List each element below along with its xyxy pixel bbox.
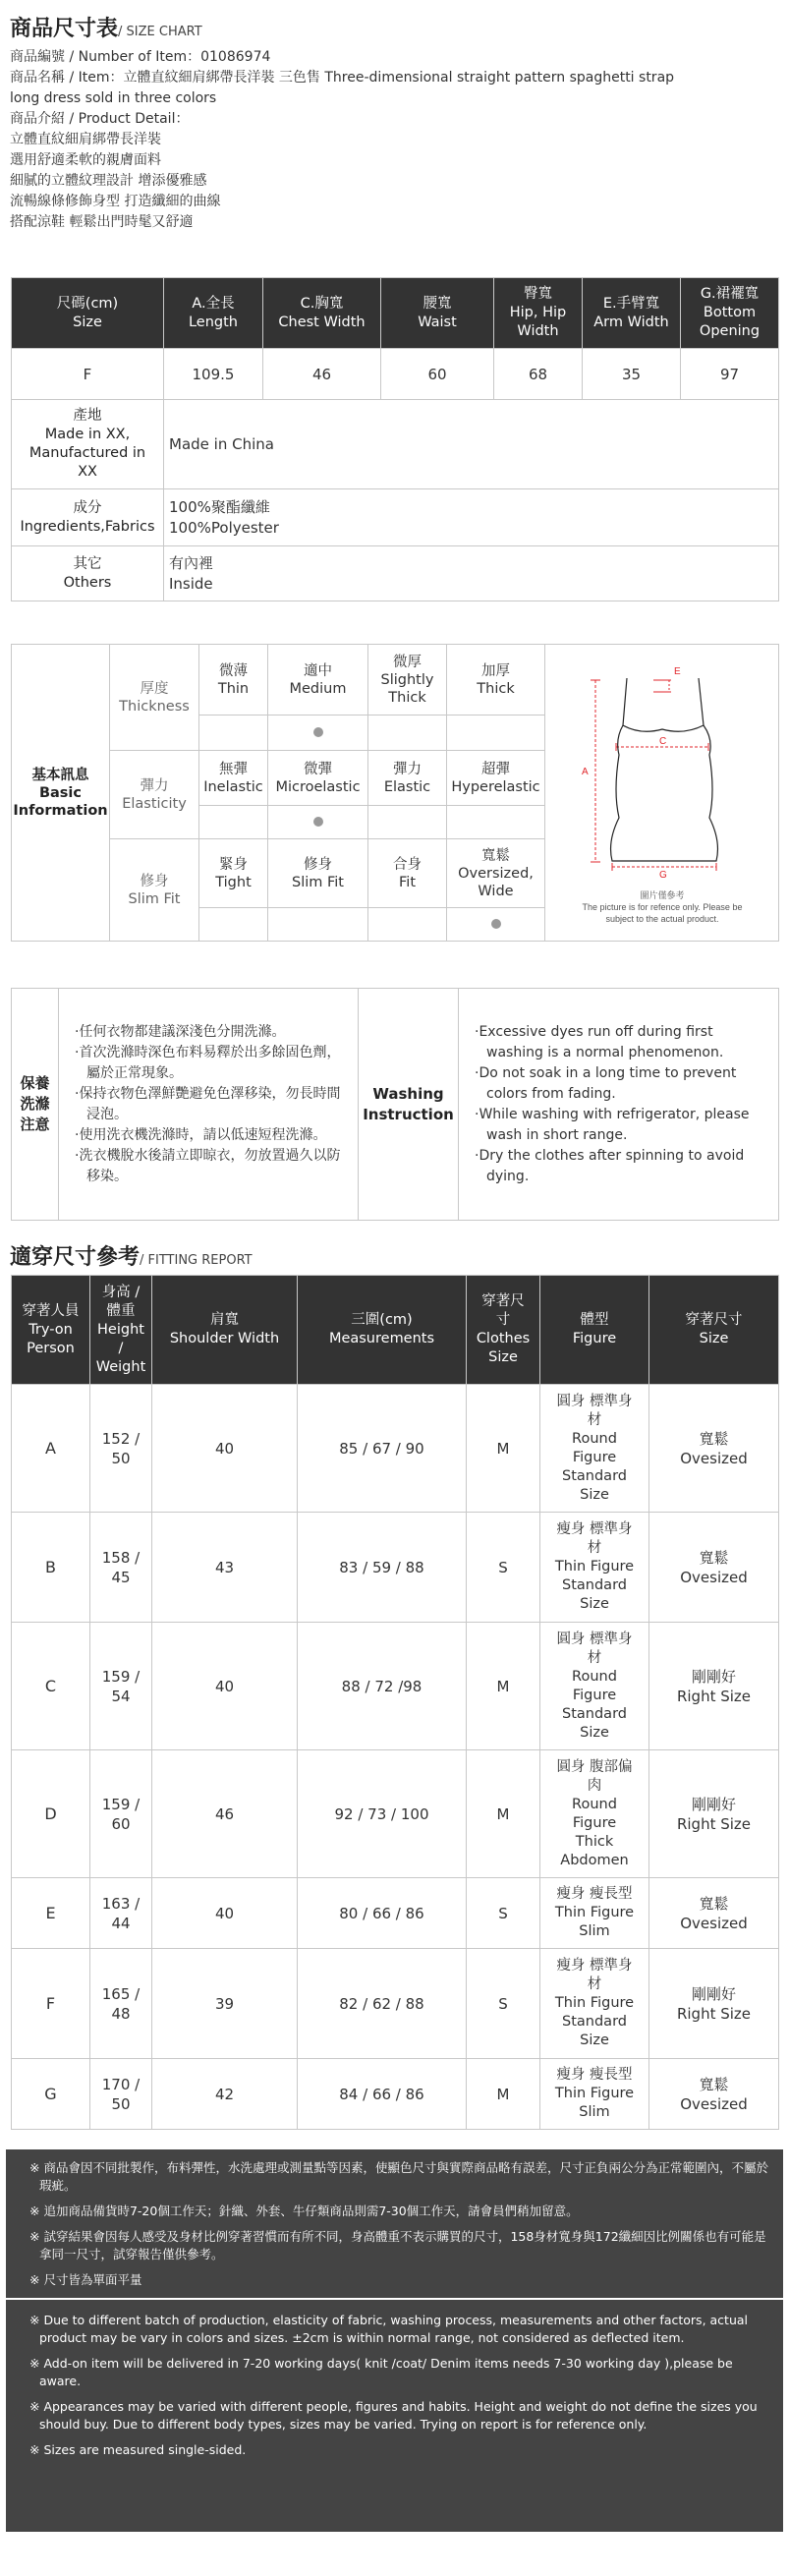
size-table bbox=[11, 277, 779, 601]
fit-label: 修身 Slim Fit bbox=[110, 839, 199, 942]
washing-cn-item: ·使用洗衣機洗滌時，請以低速短程洗滌。 bbox=[75, 1126, 327, 1143]
measurements-cell: 92 / 73 / 100 bbox=[298, 1750, 467, 1878]
notes-en bbox=[6, 2300, 783, 2532]
washing-en-item: ·Do not soak in a long time to prevent colors from fading. bbox=[475, 1064, 737, 1102]
fitting-row bbox=[12, 1623, 779, 1750]
height-weight-cell: 158 / 45 bbox=[90, 1513, 152, 1623]
fit-result-cell: 寬鬆 Ovesized bbox=[649, 1385, 779, 1513]
thickness-mark bbox=[368, 716, 447, 751]
washing-cn-item: ·任何衣物都建議深淺色分開洗滌。 bbox=[75, 1023, 286, 1040]
height-weight-cell: 159 / 54 bbox=[90, 1623, 152, 1750]
fitting-row bbox=[12, 1513, 779, 1623]
thickness-mark bbox=[268, 716, 368, 751]
fitting-row bbox=[12, 2059, 779, 2130]
measurements-cell: 88 / 72 /98 bbox=[298, 1623, 467, 1750]
washing-label-en: Washing Instruction bbox=[359, 989, 459, 1221]
diagram-note-line: 圖片僅參考 bbox=[639, 890, 685, 900]
fitting-header: 穿著尺 寸 Clothes Size bbox=[467, 1276, 540, 1385]
measurements-cell: 85 / 67 / 90 bbox=[298, 1385, 467, 1513]
note-cn: ※ 尺寸皆為單面平量 bbox=[29, 2272, 142, 2287]
elasticity-mark bbox=[199, 806, 268, 839]
clothes-size-cell: S bbox=[467, 1513, 540, 1623]
info-line: 搭配涼鞋 輕鬆出門時髦又舒適 bbox=[10, 214, 194, 230]
notes-cn bbox=[6, 2149, 783, 2298]
origin-label: 產地 Made in XX, Manufactured in XX bbox=[12, 400, 164, 489]
person-cell: E bbox=[12, 1878, 90, 1949]
ingredients-value: 100%聚酯纖維 100%Polyester bbox=[164, 489, 779, 546]
fit-option: 緊身 Tight bbox=[199, 839, 268, 908]
basic-info-label: 基本訊息 Basic Information bbox=[12, 645, 110, 942]
elasticity-label: 彈力 Elasticity bbox=[110, 751, 199, 839]
thickness-option: 微厚 Slightly Thick bbox=[368, 645, 447, 716]
shoulder-cell: 43 bbox=[152, 1513, 298, 1623]
measurements-cell: 83 / 59 / 88 bbox=[298, 1513, 467, 1623]
measurements-cell: 82 / 62 / 88 bbox=[298, 1949, 467, 2059]
shoulder-cell: 40 bbox=[152, 1878, 298, 1949]
info-line: 選用舒適柔軟的親膚面料 bbox=[10, 152, 161, 168]
fit-result-cell: 寬鬆 Ovesized bbox=[649, 1513, 779, 1623]
elasticity-option: 微彈 Microelastic bbox=[268, 751, 368, 806]
info-line: 商品編號 / Number of Item：01086974 bbox=[10, 49, 271, 65]
fitting-row bbox=[12, 1878, 779, 1949]
washing-label-cn: 保養 洗滌 注意 bbox=[12, 989, 59, 1221]
washing-cn-list bbox=[67, 1022, 350, 1187]
origin-value: Made in China bbox=[164, 400, 779, 489]
figure-cell: 瘦身 標準身 材 Thin Figure Standard Size bbox=[540, 1949, 649, 2059]
diagram-note-line: subject to the actual product. bbox=[604, 914, 719, 924]
selected-dot bbox=[313, 817, 323, 827]
thickness-label: 厚度 Thickness bbox=[110, 645, 199, 751]
shoulder-cell: 40 bbox=[152, 1623, 298, 1750]
fit-option: 寬鬆 Oversized, Wide bbox=[447, 839, 545, 908]
elasticity-option: 彈力 Elastic bbox=[368, 751, 447, 806]
note-cn: ※ 商品會因不同批製作，布料彈性，水洗處理或測量點等因素，使顯色尺寸與實際商品略有誤差，尺寸正負兩公分為正常範圍內，不屬於瑕疵。 bbox=[29, 2160, 768, 2193]
size-header: 臀寬 Hip, Hip Width bbox=[494, 278, 583, 349]
ingredients-label: 成分 Ingredients,Fabrics bbox=[12, 489, 164, 546]
shoulder-cell: 46 bbox=[152, 1750, 298, 1878]
elasticity-mark bbox=[447, 806, 545, 839]
fit-result-cell: 寬鬆 Ovesized bbox=[649, 2059, 779, 2130]
height-weight-cell: 159 / 60 bbox=[90, 1750, 152, 1878]
person-cell: F bbox=[12, 1949, 90, 2059]
height-weight-cell: 170 / 50 bbox=[90, 2059, 152, 2130]
info-line: 商品介紹 / Product Detail： bbox=[10, 111, 190, 127]
person-cell: A bbox=[12, 1385, 90, 1513]
note-en: ※ Appearances may be varied with different people, figures and habits. Height and weight do not define the sizes you should buy. Due to different body types, sizes may be varied. Trying on report is for reference only. bbox=[29, 2399, 758, 2432]
measurements-cell: 84 / 66 / 86 bbox=[298, 2059, 467, 2130]
clothes-size-cell: M bbox=[467, 2059, 540, 2130]
washing-en-cell bbox=[459, 989, 779, 1221]
washing-en-list bbox=[467, 1022, 770, 1187]
fitting-header: 三圍(cm) Measurements bbox=[298, 1276, 467, 1385]
diagram-label-g: G bbox=[658, 870, 667, 881]
person-cell: B bbox=[12, 1513, 90, 1623]
fitting-header: 體型 Figure bbox=[540, 1276, 649, 1385]
size-header: A.全長 Length bbox=[164, 278, 263, 349]
basic-info-table bbox=[11, 644, 779, 942]
fit-result-cell: 寬鬆 Ovesized bbox=[649, 1878, 779, 1949]
thickness-mark bbox=[447, 716, 545, 751]
washing-en-item: ·While washing with refrigerator, please wash in short range. bbox=[475, 1106, 750, 1143]
fitting-row bbox=[12, 1385, 779, 1513]
fitting-header: 肩寬 Shoulder Width bbox=[152, 1276, 298, 1385]
size-cell: F bbox=[12, 349, 164, 400]
elasticity-option: 超彈 Hyperelastic bbox=[447, 751, 545, 806]
note-cn: ※ 試穿結果會因每人感受及身材比例穿著習慣而有所不同，身高體重不表示購買的尺寸，158身材寬身與172纖細因比例關係也有可能是拿同一尺寸，試穿報告僅供參考。 bbox=[29, 2229, 766, 2261]
size-cell: 68 bbox=[494, 349, 583, 400]
size-cell: 35 bbox=[583, 349, 681, 400]
size-cell: 46 bbox=[263, 349, 381, 400]
diagram-label-c: C bbox=[658, 736, 666, 747]
note-cn: ※ 追加商品備貨時7-20個工作天；針織、外套、牛仔類商品則需7-30個工作天，請會員們稍加留意。 bbox=[29, 2204, 579, 2218]
washing-cn-cell bbox=[59, 989, 359, 1221]
figure-cell: 圓身 標準身 材 Round Figure Standard Size bbox=[540, 1623, 649, 1750]
measurements-cell: 80 / 66 / 86 bbox=[298, 1878, 467, 1949]
person-cell: D bbox=[12, 1750, 90, 1878]
fit-mark bbox=[447, 908, 545, 942]
dress-diagram bbox=[546, 645, 778, 936]
info-line: 細膩的立體紋理設計 增添優雅感 bbox=[10, 173, 207, 189]
thickness-option: 微薄 Thin bbox=[199, 645, 268, 716]
selected-dot bbox=[491, 919, 501, 929]
washing-cn-item: ·洗衣機脫水後請立即晾衣，勿放置過久以防移染。 bbox=[75, 1147, 341, 1184]
fitting-header: 穿著尺寸 Size bbox=[649, 1276, 779, 1385]
washing-cn-item: ·首次洗滌時深色布料易釋於出多餘固色劑，屬於正常現象。 bbox=[75, 1044, 341, 1081]
washing-cn-item: ·保持衣物色澤鮮艷避免色澤移染，勿長時間浸泡。 bbox=[75, 1085, 341, 1122]
fitting-table bbox=[11, 1275, 779, 2130]
diagram-label-a: A bbox=[581, 767, 589, 777]
fit-result-cell: 剛剛好 Right Size bbox=[649, 1623, 779, 1750]
figure-cell: 圓身 腹部偏 肉 Round Figure Thick Abdomen bbox=[540, 1750, 649, 1878]
note-en: ※ Due to different batch of production, elasticity of fabric, washing process, measurements and other factors, actual product may be vary in colors and sizes. ±2cm is within normal range, not considered as deflected item. bbox=[29, 2313, 748, 2345]
washing-en-item: ·Excessive dyes run off during first washing is a normal phenomenon. bbox=[475, 1023, 724, 1060]
fitting-header: 身高 / 體重 Height / Weight bbox=[90, 1276, 152, 1385]
fit-option: 合身 Fit bbox=[368, 839, 447, 908]
others-value: 有內裡 Inside bbox=[164, 546, 779, 601]
info-line: 商品名稱 / Item：立體直紋細肩綁帶長洋裝 三色售 Three-dimensional straight pattern spaghetti strap bbox=[10, 70, 675, 86]
note-en: ※ Add-on item will be delivered in 7-20 working days( knit /coat/ Denim items needs 7-30 working day ),please be aware. bbox=[29, 2356, 733, 2388]
fit-mark bbox=[268, 908, 368, 942]
fitting-header: 穿著人員 Try-on Person bbox=[12, 1276, 90, 1385]
shoulder-cell: 39 bbox=[152, 1949, 298, 2059]
shoulder-cell: 40 bbox=[152, 1385, 298, 1513]
info-line: long dress sold in three colors bbox=[10, 90, 217, 106]
info-line: 流暢線條修飾身型 打造纖細的曲線 bbox=[10, 194, 221, 209]
fit-mark bbox=[368, 908, 447, 942]
fitting-row bbox=[12, 1949, 779, 2059]
size-cell: 60 bbox=[381, 349, 494, 400]
elasticity-option: 無彈 Inelastic bbox=[199, 751, 268, 806]
fitting-row bbox=[12, 1750, 779, 1878]
product-info bbox=[10, 47, 781, 233]
fit-result-cell: 剛剛好 Right Size bbox=[649, 1949, 779, 2059]
dress-diagram-cell bbox=[545, 645, 779, 942]
size-header: C.胸寬 Chest Width bbox=[263, 278, 381, 349]
figure-cell: 瘦身 瘦長型 Thin Figure Slim bbox=[540, 1878, 649, 1949]
figure-cell: 瘦身 標準身 材 Thin Figure Standard Size bbox=[540, 1513, 649, 1623]
diagram-note-line: The picture is for refence only. Please be bbox=[582, 902, 742, 912]
size-cell: 97 bbox=[681, 349, 779, 400]
fitting-report-title: 適穿尺寸參考/ FITTING REPORT bbox=[10, 1245, 253, 1270]
height-weight-cell: 165 / 48 bbox=[90, 1949, 152, 2059]
washing-table bbox=[11, 988, 779, 1221]
clothes-size-cell: M bbox=[467, 1623, 540, 1750]
fit-result-cell: 剛剛好 Right Size bbox=[649, 1750, 779, 1878]
elasticity-mark bbox=[368, 806, 447, 839]
thickness-mark bbox=[199, 716, 268, 751]
height-weight-cell: 152 / 50 bbox=[90, 1385, 152, 1513]
size-cell: 109.5 bbox=[164, 349, 263, 400]
selected-dot bbox=[313, 727, 323, 737]
size-header: E.手臂寬 Arm Width bbox=[583, 278, 681, 349]
clothes-size-cell: M bbox=[467, 1750, 540, 1878]
person-cell: G bbox=[12, 2059, 90, 2130]
clothes-size-cell: S bbox=[467, 1949, 540, 2059]
washing-en-item: ·Dry the clothes after spinning to avoid dying. bbox=[475, 1147, 745, 1184]
size-chart-title: 商品尺寸表/ SIZE CHART bbox=[10, 17, 202, 41]
note-en: ※ Sizes are measured single-sided. bbox=[29, 2442, 247, 2457]
fit-mark bbox=[199, 908, 268, 942]
shoulder-cell: 42 bbox=[152, 2059, 298, 2130]
diagram-label-e: E bbox=[673, 666, 681, 677]
clothes-size-cell: M bbox=[467, 1385, 540, 1513]
elasticity-mark bbox=[268, 806, 368, 839]
size-header: G.裙襬寬 Bottom Opening bbox=[681, 278, 779, 349]
thickness-option: 適中 Medium bbox=[268, 645, 368, 716]
clothes-size-cell: S bbox=[467, 1878, 540, 1949]
thickness-option: 加厚 Thick bbox=[447, 645, 545, 716]
figure-cell: 瘦身 瘦長型 Thin Figure Slim bbox=[540, 2059, 649, 2130]
height-weight-cell: 163 / 44 bbox=[90, 1878, 152, 1949]
size-header: 尺碼(cm) Size bbox=[12, 278, 164, 349]
info-line: 立體直紋細肩綁帶長洋裝 bbox=[10, 132, 161, 147]
figure-cell: 圓身 標準身 材 Round Figure Standard Size bbox=[540, 1385, 649, 1513]
fit-option: 修身 Slim Fit bbox=[268, 839, 368, 908]
person-cell: C bbox=[12, 1623, 90, 1750]
size-header: 腰寬 Waist bbox=[381, 278, 494, 349]
others-label: 其它 Others bbox=[12, 546, 164, 601]
